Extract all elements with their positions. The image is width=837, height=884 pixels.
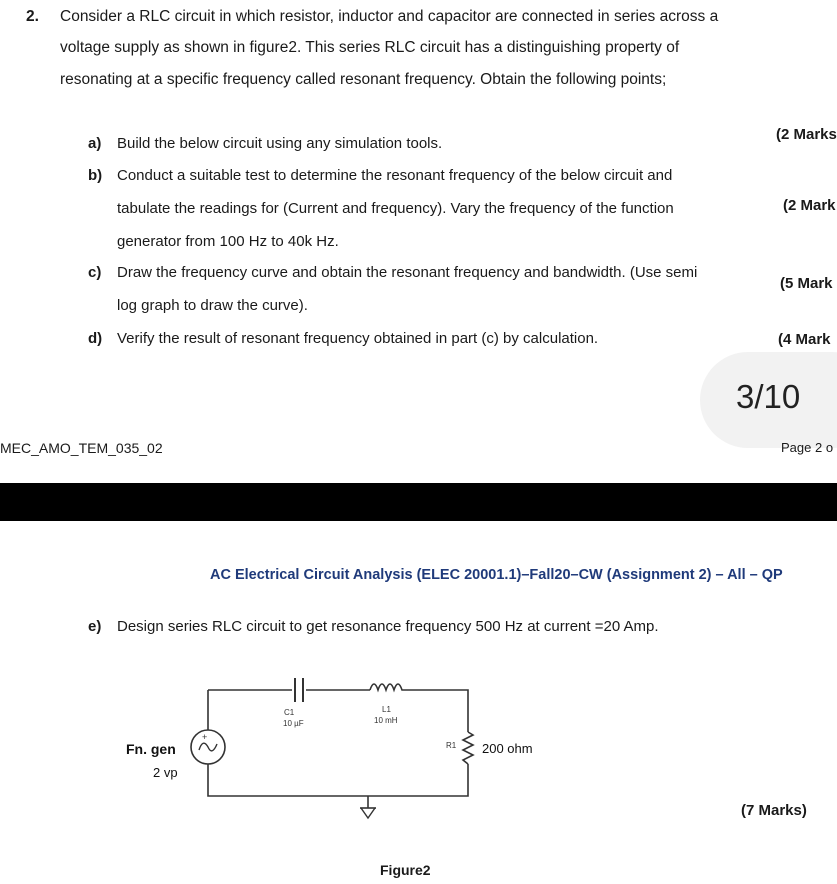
course-header: AC Electrical Circuit Analysis (ELEC 20001.1)–Fall20–CW (Assignment 2) – All – QP: [210, 567, 783, 583]
item-b-label: b): [88, 167, 103, 184]
svg-text:+: +: [202, 732, 208, 742]
item-a-text: Build the below circuit using any simulation tools.: [117, 135, 443, 152]
item-c-text-2: log graph to draw the curve).: [117, 297, 308, 314]
resistor-name: R1: [446, 741, 457, 750]
circuit-wires: [208, 690, 468, 796]
question-number: 2.: [26, 8, 39, 25]
intro-line-1: Consider a RLC circuit in which resistor, inductor and capacitor are connected in series across a: [60, 8, 719, 25]
item-a-marks: (2 Marks: [776, 126, 837, 143]
inductor-name: L1: [382, 705, 391, 714]
resistor-value: 200 ohm: [482, 741, 533, 756]
page-indicator-text: 3/10: [736, 378, 801, 415]
item-d-marks: (4 Mark: [778, 331, 831, 348]
item-c-label: c): [88, 264, 102, 281]
item-d-text: Verify the result of resonant frequency obtained in part (c) by calculation.: [117, 330, 599, 347]
footer-page-number: Page 2 o: [781, 440, 834, 455]
item-d-label: d): [88, 330, 103, 347]
intro-line-3: resonating at a specific frequency called resonant frequency. Obtain the following points;: [60, 71, 667, 88]
resistor-symbol: [463, 732, 473, 764]
item-b-marks: (2 Mark: [783, 197, 836, 214]
item-b-text-2: tabulate the readings for (Current and frequency). Vary the frequency of the function: [117, 200, 674, 217]
ground-icon: [360, 796, 376, 818]
inductor-value: 10 mH: [374, 716, 398, 725]
item-b-text-1: Conduct a suitable test to determine the resonant frequency of the below circuit and: [117, 167, 673, 184]
item-e-text: Design series RLC circuit to get resonance frequency 500 Hz at current =20 Amp.: [117, 618, 659, 635]
figure-caption: Figure2: [380, 862, 431, 878]
page-break-band: [0, 483, 837, 521]
inductor-symbol: [370, 684, 405, 690]
item-a-label: a): [88, 135, 102, 152]
item-e-marks: (7 Marks): [741, 802, 807, 819]
rlc-circuit-diagram: [0, 660, 837, 884]
item-e-label: e): [88, 618, 102, 635]
item-c-text-1: Draw the frequency curve and obtain the resonant frequency and bandwidth. (Use semi: [117, 264, 698, 281]
page-indicator[interactable]: [700, 352, 837, 448]
item-c-marks: (5 Mark: [780, 275, 833, 292]
capacitor-symbol: [295, 678, 303, 702]
capacitor-value: 10 µF: [283, 719, 304, 728]
source-name: Fn. gen: [126, 741, 176, 757]
capacitor-name: C1: [284, 708, 295, 717]
source-value: 2 vp: [153, 765, 178, 780]
item-b-text-3: generator from 100 Hz to 40k Hz.: [117, 233, 339, 250]
intro-line-2: voltage supply as shown in figure2. This series RLC circuit has a distinguishing property of: [60, 39, 680, 56]
footer-doc-code: MEC_AMO_TEM_035_02: [0, 440, 163, 456]
